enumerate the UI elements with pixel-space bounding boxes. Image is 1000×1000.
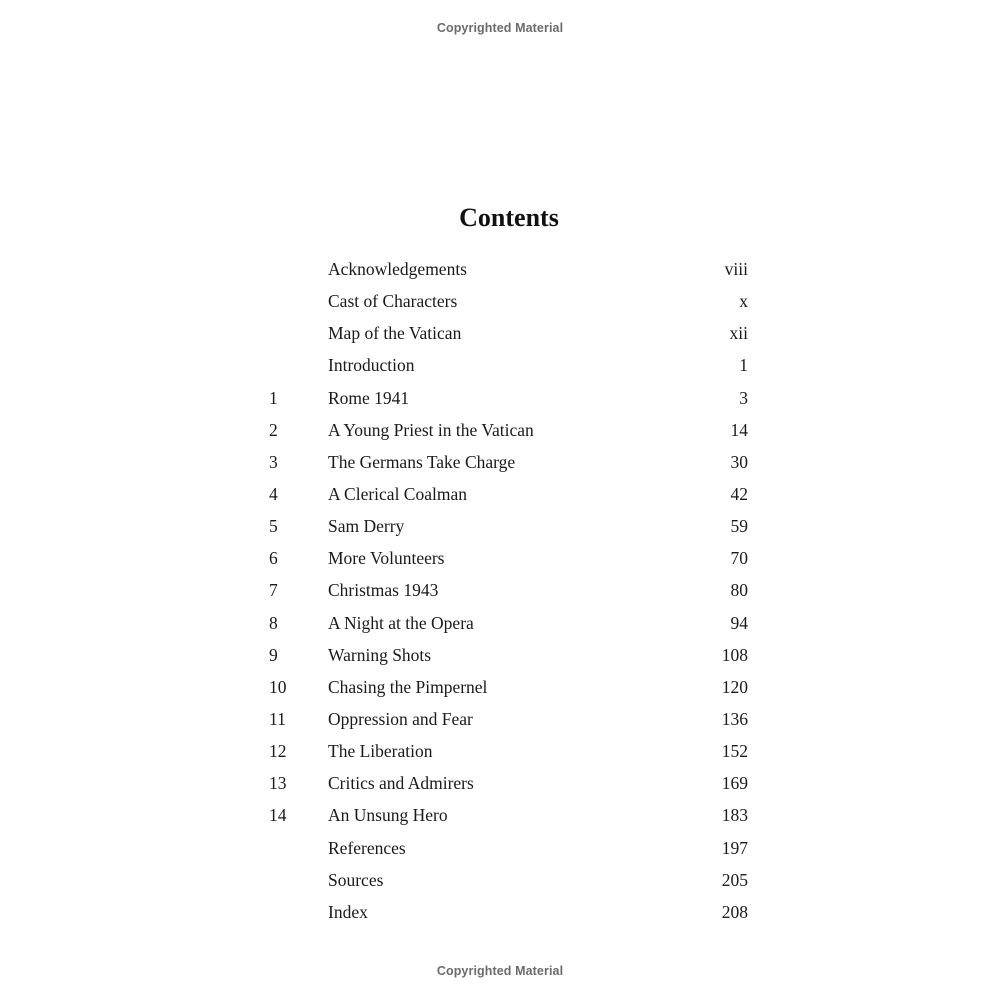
toc-entry xyxy=(0,607,1000,639)
chapter-number: 1 xyxy=(269,387,278,408)
chapter-title: An Unsung Hero xyxy=(328,805,448,826)
chapter-title: Sources xyxy=(328,869,384,890)
page-number: 3 xyxy=(739,387,748,408)
page-number: 70 xyxy=(730,548,748,569)
page-number: 80 xyxy=(730,580,748,601)
chapter-title: Warning Shots xyxy=(328,644,432,665)
page-number: 1 xyxy=(739,355,748,376)
table-of-contents xyxy=(0,253,1000,928)
page-number: 183 xyxy=(721,805,748,826)
chapter-number: 11 xyxy=(269,708,286,729)
toc-entry xyxy=(0,799,1000,831)
toc-entry xyxy=(0,832,1000,864)
toc-entry xyxy=(0,639,1000,671)
chapter-number: 5 xyxy=(269,516,278,537)
chapter-number: 8 xyxy=(269,612,278,633)
chapter-number: 13 xyxy=(269,773,287,794)
toc-entry xyxy=(0,414,1000,446)
chapter-title: Sam Derry xyxy=(328,516,405,537)
toc-entry xyxy=(0,510,1000,542)
chapter-title: Map of the Vatican xyxy=(328,323,462,344)
page-number: 208 xyxy=(721,901,748,922)
toc-entry xyxy=(0,574,1000,606)
chapter-title: Cast of Characters xyxy=(328,291,458,312)
chapter-title: References xyxy=(328,837,406,858)
toc-entry xyxy=(0,253,1000,285)
page-title: Contents xyxy=(459,203,559,232)
toc-entry xyxy=(0,285,1000,317)
toc-entry xyxy=(0,317,1000,349)
chapter-title: Chasing the Pimpernel xyxy=(328,676,488,697)
page-number: 108 xyxy=(721,644,748,665)
toc-entry xyxy=(0,349,1000,381)
chapter-title: Rome 1941 xyxy=(328,387,410,408)
page-number: 205 xyxy=(721,869,748,890)
copyright-watermark-bottom: Copyrighted Material xyxy=(436,964,564,978)
chapter-title: A Clerical Coalman xyxy=(328,483,467,504)
chapter-title: Acknowledgements xyxy=(328,259,467,279)
chapter-title: Index xyxy=(328,901,368,922)
page-number: 14 xyxy=(730,419,748,440)
toc-entry xyxy=(0,735,1000,767)
toc-entry xyxy=(0,446,1000,478)
page-number: 42 xyxy=(730,483,748,504)
chapter-number: 6 xyxy=(269,548,278,569)
copyright-watermark-top: Copyrighted Material xyxy=(436,21,564,35)
page-number: viii xyxy=(724,259,748,279)
page-number: 59 xyxy=(730,516,748,537)
chapter-number: 14 xyxy=(269,805,287,826)
chapter-title: The Liberation xyxy=(328,741,433,762)
page-number: x xyxy=(739,291,748,312)
page-number: 169 xyxy=(721,773,748,794)
chapter-title: Christmas 1943 xyxy=(328,580,439,601)
chapter-number: 9 xyxy=(269,644,278,665)
chapter-number: 2 xyxy=(269,419,278,440)
page-number: 152 xyxy=(721,741,748,762)
chapter-number: 3 xyxy=(269,451,278,472)
toc-entry xyxy=(0,703,1000,735)
chapter-number: 10 xyxy=(269,676,287,697)
chapter-title: A Young Priest in the Vatican xyxy=(328,419,534,440)
toc-entry xyxy=(0,767,1000,799)
chapter-number: 4 xyxy=(269,483,278,504)
chapter-title: More Volunteers xyxy=(328,548,445,569)
chapter-title: Critics and Admirers xyxy=(328,773,474,794)
page-number: 197 xyxy=(721,837,748,858)
toc-entry xyxy=(0,478,1000,510)
page-number: 136 xyxy=(721,708,748,729)
page-number: 120 xyxy=(721,676,748,697)
toc-entry xyxy=(0,542,1000,574)
chapter-number: 12 xyxy=(269,741,287,762)
toc-entry xyxy=(0,896,1000,928)
page-number: xii xyxy=(729,323,748,344)
page-number: 94 xyxy=(730,612,748,633)
page-number: 30 xyxy=(730,451,748,472)
toc-entry xyxy=(0,864,1000,896)
chapter-title: Introduction xyxy=(328,355,415,376)
chapter-title: Oppression and Fear xyxy=(328,708,473,729)
chapter-title: The Germans Take Charge xyxy=(328,451,516,472)
chapter-number: 7 xyxy=(269,580,278,601)
toc-entry xyxy=(0,382,1000,414)
toc-entry xyxy=(0,671,1000,703)
chapter-title: A Night at the Opera xyxy=(328,612,474,633)
